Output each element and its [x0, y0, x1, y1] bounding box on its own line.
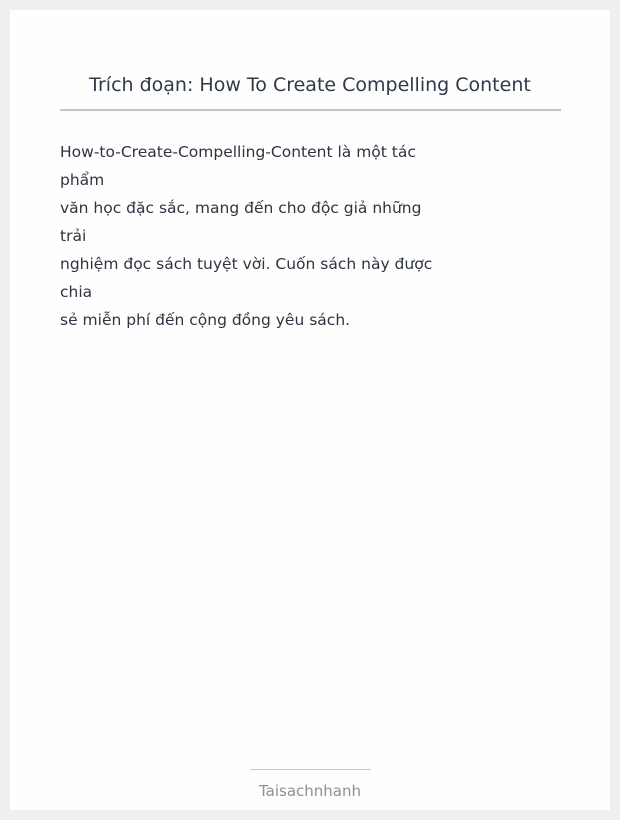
page-title: Trích đoạn: How To Create Compelling Content	[89, 74, 531, 96]
footer-brand: Taisachnhanh	[258, 782, 362, 800]
body-line: văn học đặc sắc, mang đến cho độc giả những	[60, 199, 422, 217]
body-line: trải	[60, 227, 87, 245]
body-line: nghiệm đọc sách tuyệt vời. Cuốn sách này được	[60, 255, 433, 273]
body-line: How-to-Create-Compelling-Content là một tác	[60, 143, 416, 161]
body-line: sẻ miễn phí đến cộng đồng yêu sách.	[60, 311, 351, 329]
title-divider	[60, 109, 561, 111]
body-line: phẩm	[60, 171, 105, 189]
footer-divider	[250, 769, 371, 770]
body-line: chia	[60, 283, 93, 301]
excerpt-body	[60, 138, 433, 334]
document-card	[10, 10, 610, 810]
